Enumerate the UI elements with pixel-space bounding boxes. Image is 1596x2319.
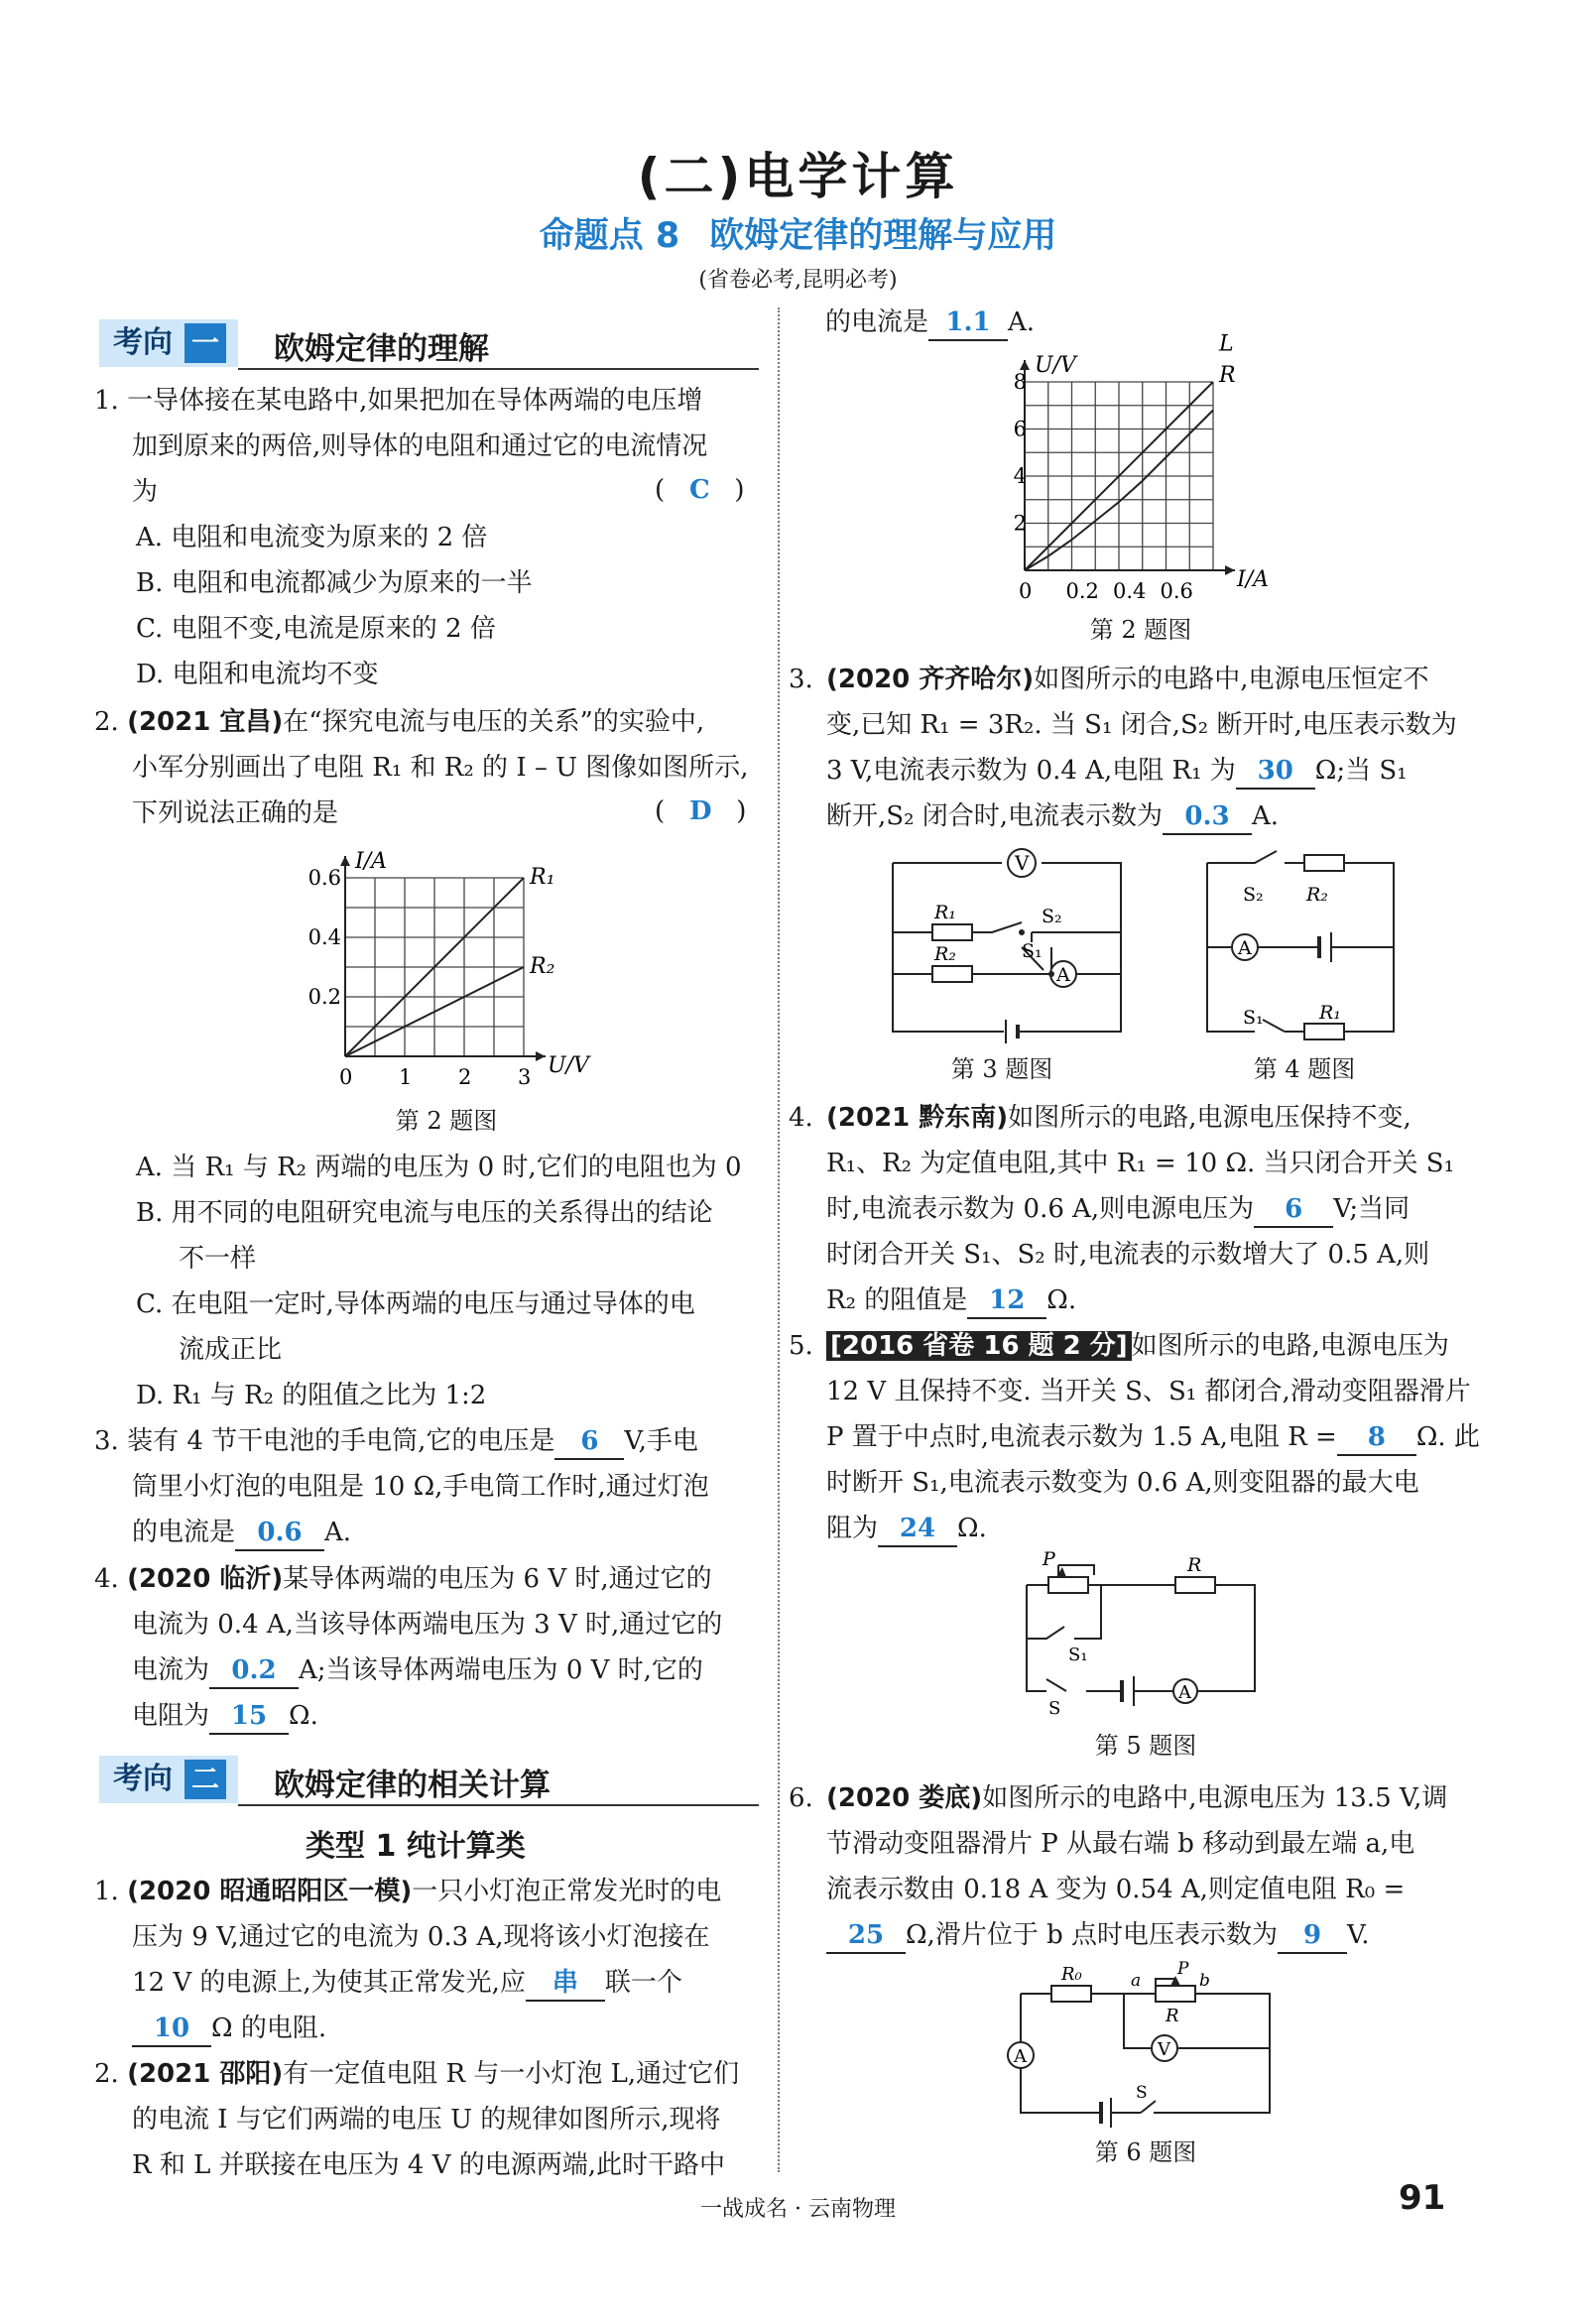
source-tag: (2021 邵阳) <box>127 2059 284 2089</box>
exam-note: (省卷必考,昆明必考) <box>698 268 898 293</box>
y-axis-label: U/V <box>1035 353 1076 378</box>
footer-book-title: 一战成名 · 云南物理 <box>700 2197 896 2222</box>
question-s2-1-line: 10 Ω 的电阻. <box>132 2012 326 2047</box>
x-tick-label: 1 <box>399 1065 413 1089</box>
svg-text:S: S <box>1136 2083 1148 2103</box>
question-4-line: 电流为 0.4 A,当该导体两端电压为 3 V 时,通过它的 <box>132 1610 723 1640</box>
ammeter-icon <box>1008 2042 1034 2068</box>
y-axis-label: I/A <box>355 849 387 874</box>
topic-number: 命题点 8 <box>539 216 680 256</box>
question-r4-line: 4. (2021 黔东南)如图所示的电路,电源电压保持不变, <box>789 1103 1412 1133</box>
rheostat-icon <box>1156 1986 1195 2002</box>
question-r6-line: 流表示数由 0.18 A 变为 0.54 A,则定值电阻 R₀ = <box>826 1875 1406 1904</box>
voltmeter-icon <box>1008 849 1036 877</box>
svg-text:R: R <box>1187 1554 1202 1576</box>
series-label: L <box>1219 331 1234 357</box>
source-tag: (2020 临沂) <box>127 1564 284 1594</box>
y-tick-label: 0.4 <box>307 925 341 949</box>
question-r6-line: 节滑动变阻器滑片 P 从最右端 b 移动到最左端 a,电 <box>826 1829 1415 1859</box>
question-s2-2-line: 的电流 I 与它们两端的电压 U 的规律如图所示,现将 <box>132 2105 721 2135</box>
option-b: B. 用不同的电阻研究电流与电压的关系得出的结论 <box>136 1198 713 1228</box>
answer-blank: 8 <box>1337 1420 1416 1456</box>
question-r3-line: 3 V,电流表示数为 0.4 A,电阻 R₁ 为 30 Ω;当 S₁ <box>826 754 1408 790</box>
question-r3-line: 变,已知 R₁ = 3R₂. 当 S₁ 闭合,S₂ 断开时,电压表示数为 <box>826 710 1457 740</box>
option-d: D. 电阻和电流均不变 <box>136 660 379 689</box>
svg-text:P: P <box>1043 1548 1055 1570</box>
exam-tag: [2016 省卷 16 题 2 分] <box>826 1331 1132 1361</box>
question-1-line: 1. 一导体接在某电路中,如果把加在导体两端的电压增 <box>94 386 703 416</box>
voltmeter-icon <box>1152 2035 1177 2061</box>
answer-blank: 6 <box>1254 1192 1333 1228</box>
series-label: R <box>1219 363 1236 388</box>
question-r6-line: 6. (2020 娄底)如图所示的电路中,电源电压为 13.5 V,调 <box>789 1783 1448 1813</box>
svg-text:A: A <box>1178 1682 1191 1703</box>
question-r4-line: 时,电流表示数为 0.6 A,则电源电压为 6 V;当同 <box>826 1192 1410 1228</box>
circuit-caption: 第 3 题图 <box>950 1055 1053 1083</box>
option-c: C. 在电阻一定时,导体两端的电压与通过导体的电 <box>136 1289 695 1319</box>
x-axis-label: U/V <box>548 1053 589 1078</box>
battery-icon <box>1101 2098 1111 2128</box>
y-tick-label: 8 <box>1013 370 1027 394</box>
answer-blank: 6 <box>554 1424 624 1460</box>
answer-blank: 12 <box>967 1283 1046 1319</box>
answer-blank: 0.6 <box>235 1516 324 1551</box>
section-badge: 考向 一 <box>99 319 238 367</box>
chart-u-i-graph <box>1007 331 1304 610</box>
section-title-text: 欧姆定律的相关计算 <box>274 1768 551 1803</box>
svg-text:A: A <box>1238 937 1252 959</box>
page-number: 91 <box>1399 2178 1446 2218</box>
section-title: (二)电学计算 <box>637 148 959 205</box>
x-tick-label: 0.4 <box>1113 579 1147 603</box>
option-a: A. 当 R₁ 与 R₂ 两端的电压为 0 时,它们的电阻也为 0 <box>136 1153 742 1182</box>
y-arrow <box>1020 360 1030 370</box>
answer-blank: 15 <box>209 1699 289 1735</box>
question-2-line: 小军分别画出了电阻 R₁ 和 R₂ 的 I – U 图像如图所示, <box>132 753 749 783</box>
question-r4-line: R₁、R₂ 为定值电阻,其中 R₁ = 10 Ω. 当只闭合开关 S₁ <box>826 1149 1455 1178</box>
chart-i-u-graph <box>288 843 615 1096</box>
circuit-diagram-4 <box>1195 843 1413 1041</box>
question-4-line: 电阻为 15 Ω. <box>132 1699 318 1735</box>
option-d: D. R₁ 与 R₂ 的阻值之比为 1:2 <box>136 1381 487 1410</box>
answer-blank: 串 <box>526 1966 605 2002</box>
svg-text:A: A <box>1056 964 1070 986</box>
option-b: B. 电阻和电流都减少为原来的一半 <box>136 568 533 598</box>
circuit-diagram-6 <box>1007 1959 1285 2123</box>
chart-caption: 第 2 题图 <box>1089 616 1192 644</box>
x-tick-label: 0.2 <box>1065 579 1099 603</box>
question-1-line: 为 <box>132 477 159 507</box>
svg-text:b: b <box>1199 1971 1210 1991</box>
question-2-line: 2. (2021 宜昌)在“探究电流与电压的关系”的实验中, <box>94 707 705 737</box>
y-tick-label: 0.2 <box>307 985 341 1009</box>
source-tag: (2020 娄底) <box>826 1783 983 1813</box>
section-underline <box>238 1804 759 1806</box>
x-tick-label: 0 <box>339 1065 353 1089</box>
type-heading: 类型 1 纯计算类 <box>306 1829 526 1864</box>
series-label: R₂ <box>530 954 555 979</box>
question-3-line: 的电流是 0.6 A. <box>132 1516 351 1551</box>
question-4-line: 4. (2020 临沂)某导体两端的电压为 6 V 时,通过它的 <box>94 1564 712 1594</box>
resistor-icon <box>1175 1577 1215 1593</box>
question-s2-1-line: 压为 9 V,通过它的电流为 0.3 A,现将该小灯泡接在 <box>132 1922 710 1952</box>
question-4-line: 电流为 0.2 A;当该导体两端电压为 0 V 时,它的 <box>132 1653 703 1689</box>
svg-text:R₂: R₂ <box>934 943 956 965</box>
circuit-caption: 第 6 题图 <box>1094 2138 1197 2166</box>
x-tick-label: 0 <box>1019 579 1033 603</box>
circuit-diagram-3 <box>873 843 1131 1041</box>
circuit-caption: 第 4 题图 <box>1253 1055 1356 1083</box>
answer-blank: 25 <box>826 1918 906 1954</box>
option-c: C. 电阻不变,电流是原来的 2 倍 <box>136 614 496 644</box>
y-tick-label: 2 <box>1013 511 1027 536</box>
answer-blank: 10 <box>132 2012 211 2047</box>
source-tag: (2020 齐齐哈尔) <box>826 665 1035 694</box>
y-arrow <box>340 856 350 866</box>
battery-icon <box>1122 1676 1134 1706</box>
source-tag: (2021 黔东南) <box>826 1103 1009 1133</box>
question-r5-line: 阻为 24 Ω. <box>826 1512 987 1547</box>
question-r5-line: 时断开 S₁,电流表示数变为 0.6 A,则变阻器的最大电 <box>826 1468 1419 1498</box>
battery-icon <box>1006 1020 1018 1043</box>
resistor-icon <box>1304 855 1344 871</box>
section-header-1 <box>99 319 759 371</box>
question-s2-1-line: 1. (2020 昭通昭阳区一模)一只小灯泡正常发光时的电 <box>94 1877 722 1906</box>
question-r5-line: 5. [2016 省卷 16 题 2 分] 如图所示的电路,电源电压为 <box>789 1331 1449 1361</box>
answer-blank: 30 <box>1236 754 1315 790</box>
option-a: A. 电阻和电流变为原来的 2 倍 <box>136 523 488 552</box>
question-r3-line: 断开,S₂ 闭合时,电流表示数为 0.3 A. <box>826 799 1279 835</box>
svg-text:S: S <box>1048 1698 1061 1719</box>
question-r5-line: 12 V 且保持不变. 当开关 S、S₁ 都闭合,滑动变阻器滑片 <box>826 1377 1471 1406</box>
answer-blank: 1.1 <box>928 305 1008 341</box>
question-r6-line: 25 Ω,滑片位于 b 点时电压表示数为 9 V. <box>826 1918 1370 1954</box>
source-tag: (2021 宜昌) <box>127 707 284 737</box>
x-tick-label: 0.6 <box>1160 579 1193 603</box>
svg-text:A: A <box>1014 2046 1027 2067</box>
resistor-icon <box>932 943 972 982</box>
section-title-text: 欧姆定律的理解 <box>274 331 489 367</box>
answer-blank: 9 <box>1278 1918 1347 1954</box>
answer-blank: 0.3 <box>1163 799 1252 835</box>
switch-label: S₂ <box>1042 906 1062 927</box>
svg-text:V: V <box>1158 2039 1170 2060</box>
battery-icon <box>1319 932 1331 962</box>
question-s2-2-line: 2. (2021 邵阳)有一定值电阻 R 与一小灯泡 L,通过它们 <box>94 2059 740 2089</box>
svg-text:R: R <box>1166 2006 1179 2026</box>
y-tick-label: 4 <box>1013 464 1027 488</box>
question-s2-2-line: 的电流是 1.1 A. <box>825 305 1035 341</box>
svg-text:S₂: S₂ <box>1243 884 1264 906</box>
source-tag: (2020 昭通昭阳区一模) <box>127 1877 413 1906</box>
svg-text:S₁: S₁ <box>1243 1007 1264 1029</box>
answer-choice: ( C ) <box>655 475 745 505</box>
question-s2-1-line: 12 V 的电源上,为使其正常发光,应 串 联一个 <box>132 1966 682 2002</box>
x-arrow <box>1225 565 1235 575</box>
svg-text:R₀: R₀ <box>1061 1964 1082 1985</box>
svg-text:R₂: R₂ <box>1306 884 1328 906</box>
section-badge: 考向 二 <box>99 1756 238 1803</box>
resistor-icon <box>1051 1986 1091 2002</box>
question-r3-line: 3. (2020 齐齐哈尔)如图所示的电路中,电源电压恒定不 <box>789 665 1429 694</box>
svg-text:a: a <box>1131 1971 1142 1991</box>
chart-caption: 第 2 题图 <box>395 1107 498 1135</box>
question-r4-line: R₂ 的阻值是 12 Ω. <box>826 1283 1076 1319</box>
question-3-line: 3. 装有 4 节干电池的手电筒,它的电压是 6 V,手电 <box>94 1424 698 1460</box>
ammeter-icon <box>1173 1679 1197 1703</box>
question-r5-line: P 置于中点时,电流表示数为 1.5 A,电阻 R = 8 Ω. 此 <box>826 1420 1480 1456</box>
section-header-2 <box>99 1756 759 1807</box>
answer-blank: 24 <box>878 1512 957 1547</box>
rheostat-icon <box>1048 1577 1088 1593</box>
svg-text:V: V <box>1015 851 1030 875</box>
answer-choice: ( D ) <box>655 796 747 826</box>
question-r4-line: 时闭合开关 S₁、S₂ 时,电流表的示数增大了 0.5 A,则 <box>826 1240 1430 1270</box>
question-s2-2-line: R 和 L 并联接在电压为 4 V 的电源两端,此时干路中 <box>132 2150 726 2180</box>
section-underline <box>238 368 759 370</box>
x-tick-label: 3 <box>518 1065 532 1089</box>
resistor-icon <box>1304 1024 1344 1039</box>
svg-text:R₁: R₁ <box>1319 1002 1341 1024</box>
chart-labels <box>1014 332 1269 604</box>
y-tick-label: 0.6 <box>307 866 341 890</box>
ammeter-icon <box>1232 934 1258 960</box>
question-3-line: 筒里小灯泡的电阻是 10 Ω,手电筒工作时,通过灯泡 <box>132 1472 709 1502</box>
svg-text:S₁: S₁ <box>1068 1645 1088 1665</box>
question-1-line: 加到原来的两倍,则导体的电阻和通过它的电流情况 <box>132 431 708 461</box>
question-2-line: 下列说法正确的是 <box>132 798 339 828</box>
series-label: R₁ <box>530 865 555 890</box>
svg-text:P: P <box>1177 1959 1189 1979</box>
option-b-cont: 不一样 <box>179 1244 257 1274</box>
circuit-caption: 第 5 题图 <box>1094 1732 1197 1760</box>
section-number: 一 <box>184 323 226 363</box>
x-tick-label: 2 <box>458 1065 472 1089</box>
y-tick-label: 6 <box>1013 417 1027 441</box>
topic-name: 欧姆定律的理解与应用 <box>709 216 1057 256</box>
svg-text:R₁: R₁ <box>934 902 956 923</box>
switch-label: S₁ <box>1022 940 1043 962</box>
answer-blank: 0.2 <box>209 1653 299 1689</box>
x-axis-label: I/A <box>1237 567 1269 592</box>
topic-heading <box>0 208 1596 258</box>
resistor-icon <box>932 902 972 940</box>
option-c-cont: 流成正比 <box>179 1335 283 1365</box>
column-divider <box>778 307 780 2172</box>
x-arrow <box>536 1051 546 1061</box>
circuit-diagram-5 <box>1017 1548 1275 1719</box>
section-number: 二 <box>184 1760 226 1799</box>
